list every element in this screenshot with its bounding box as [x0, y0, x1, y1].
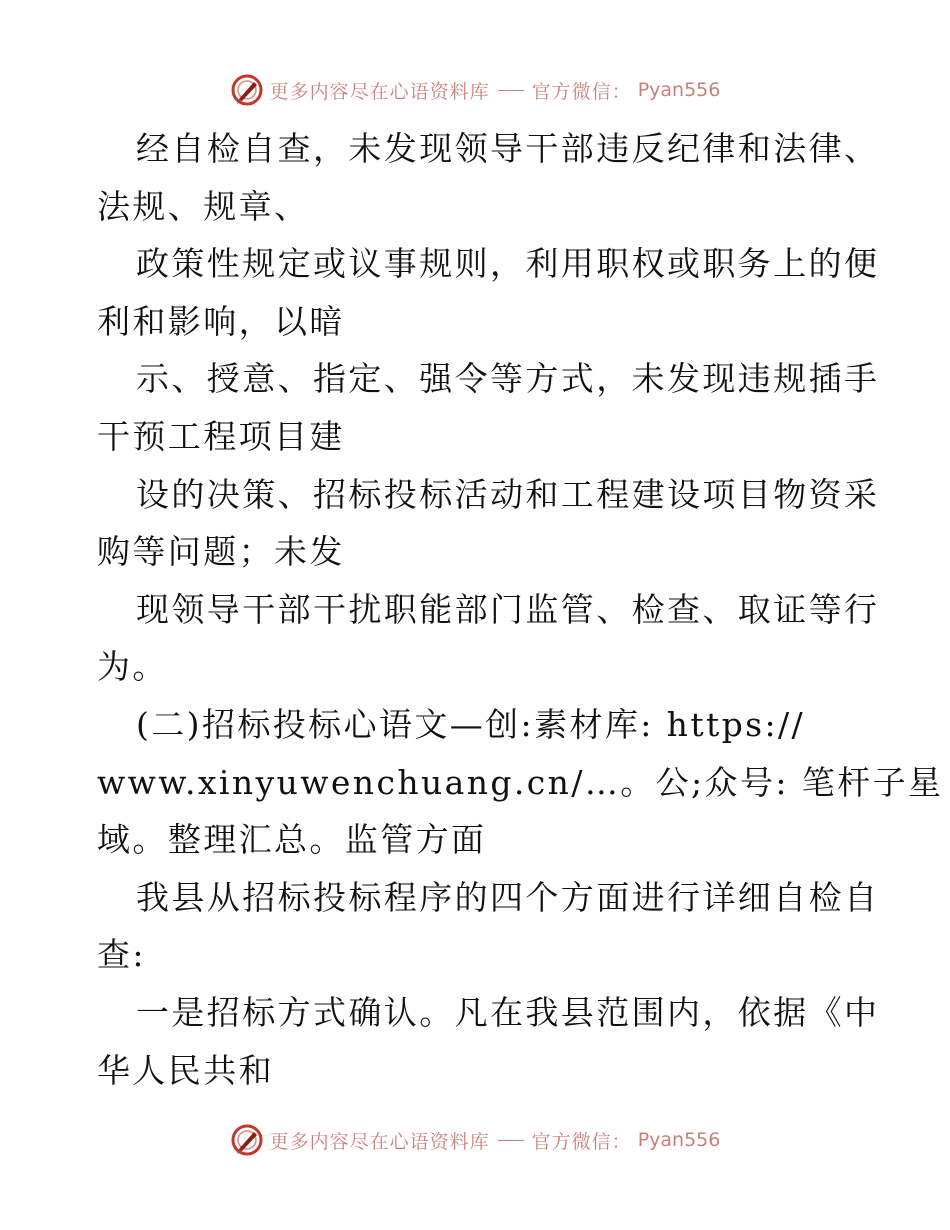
text-line: 为。 [97, 647, 168, 687]
text-line: 示、授意、指定、强令等方式，未发现违规插手 [136, 359, 880, 399]
text-line: 我县从招标投标程序的四个方面进行详细自检自 [136, 877, 880, 917]
pen-logo-icon [230, 1123, 264, 1157]
pen-logo-icon [230, 73, 264, 107]
text-line: 域。整理汇总。监管方面 [97, 820, 487, 860]
watermark-wechat-id: Pyan556 [637, 1129, 721, 1151]
text-line: (二)招标投标心语文—创:素材库: https:// [136, 704, 806, 744]
text-line: 经自检自查，未发现领导干部违反纪律和法律、 [136, 129, 880, 168]
watermark-separator [498, 90, 524, 91]
text-line: 购等问题；未发 [97, 532, 345, 572]
watermark-text: 更多内容尽在心语资料库 [269, 1130, 490, 1153]
text-line: 一是招标方式确认。凡在我县范围内，依据《中 [136, 992, 880, 1032]
watermark-official-label: 官方微信： [531, 80, 632, 103]
text-line: 利和影响，以暗 [97, 301, 345, 341]
text-line: 设的决策、招标投标活动和工程建设项目物资采 [136, 474, 880, 514]
watermark-separator [498, 1140, 524, 1141]
watermark-wechat-id: Pyan556 [637, 79, 721, 101]
text-line: 干预工程项目建 [97, 416, 345, 456]
watermark-text: 更多内容尽在心语资料库 [269, 80, 490, 103]
text-line: 华人民共和 [97, 1050, 274, 1090]
watermark-official-label: 官方微信： [531, 1130, 632, 1153]
text-line: 现领导干部干扰职能部门监管、检查、取证等行 [136, 589, 880, 629]
document-body [97, 120, 944, 1099]
watermark-footer [0, 1120, 950, 1160]
text-line: 查: [97, 935, 146, 975]
watermark-header [0, 70, 950, 110]
text-line: 法规、规章、 [97, 186, 310, 226]
text-line: www.xinyuwenchuang.cn/…。公;众号: 笔杆子星 [97, 762, 944, 802]
text-line: 政策性规定或议事规则，利用职权或职务上的便 [136, 244, 880, 284]
